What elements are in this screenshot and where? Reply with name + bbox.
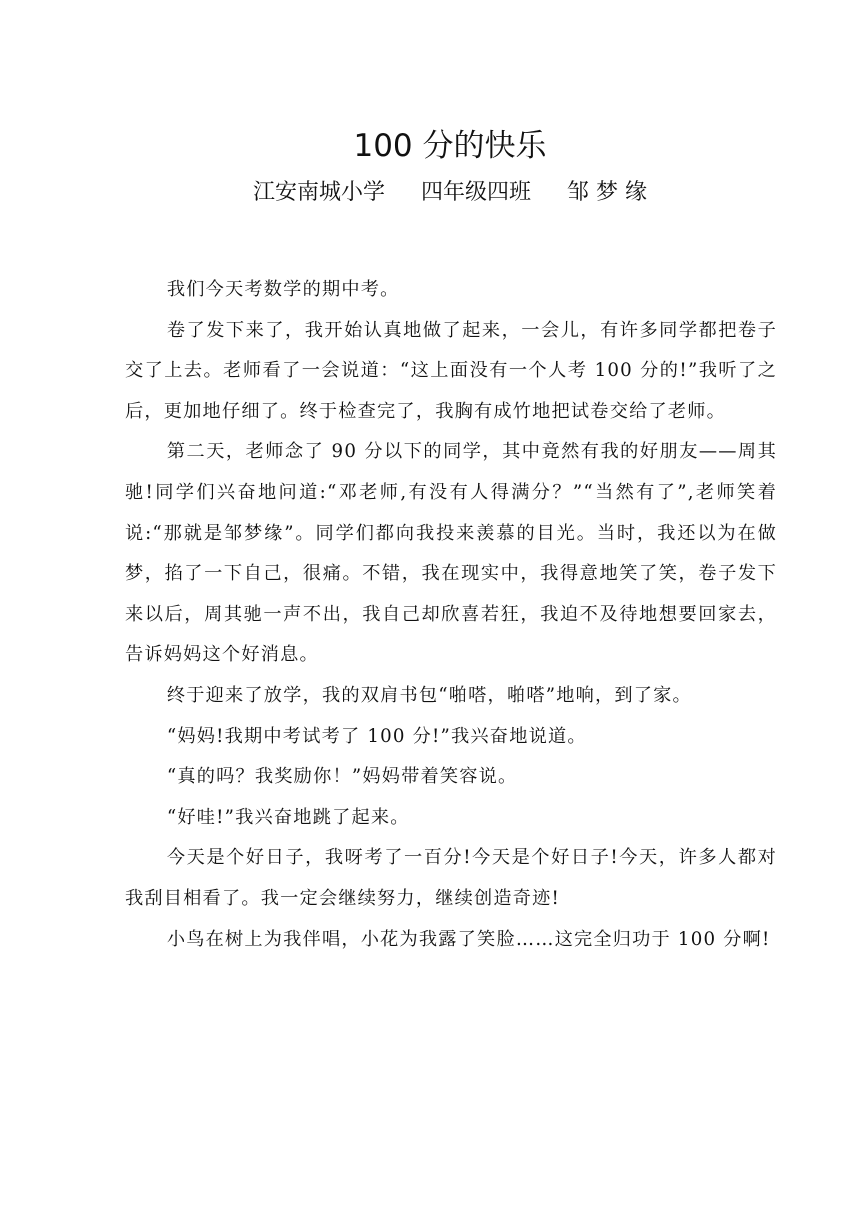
author-name: 邹 梦 缘 <box>567 180 648 205</box>
paragraph-1: 我们今天考数学的期中考。 <box>166 279 400 300</box>
essay-byline <box>0 176 860 210</box>
paragraph-5: “妈妈!我期中考试考了 100 分!”我兴奋地说道。 <box>166 725 587 747</box>
paragraph-9: 小鸟在树上为我伴唱，小花为我露了笑脸……这完全归功于 100 分啊! <box>166 928 771 950</box>
grade-class: 四年级四班 <box>421 180 532 205</box>
essay-title: 100 分的快乐 <box>353 128 547 164</box>
paragraph-8: 今天是个好日子，我呀考了一百分!今天是个好日子!今天，许多人都对我刮目相看了。我一定会继续努力，继续创造奇迹! <box>125 847 777 909</box>
paragraph-3: 第二天，老师念了 90 分以下的同学，其中竟然有我的好朋友——周其驰!同学们兴奋地问道:“邓老师,有没有人得满分？”“当然有了”,老师笑着说:“那就是邹梦缘”。同学们都向我投来羡慕的目光。当时，我还以为在做梦，掐了一下自己，很痛。不错，我在现实中，我得意地笑了笑，卷子发下来以后，周其驰一声不出，我自己却欣喜若狂，我迫不及待地想要回家去，告诉妈妈这个好消息。 <box>125 441 777 666</box>
paragraph-2: 卷了发下来了，我开始认真地做了起来，一会儿，有许多同学都把卷子交了上去。老师看了一会说道：“这上面没有一个人考 100 分的!”我听了之后，更加地仔细了。终于检查完了，我胸有成竹地把试卷交给了老师。 <box>125 319 777 422</box>
paragraph-7: “好哇!”我兴奋地跳了起来。 <box>166 806 410 828</box>
paragraph-6: “真的吗？我奖励你！”妈妈带着笑容说。 <box>166 766 518 788</box>
paragraph-4: 终于迎来了放学，我的双肩书包“啪嗒，啪嗒”地响，到了家。 <box>166 684 692 706</box>
essay-body <box>125 270 777 960</box>
school-name: 江安南城小学 <box>252 180 385 205</box>
